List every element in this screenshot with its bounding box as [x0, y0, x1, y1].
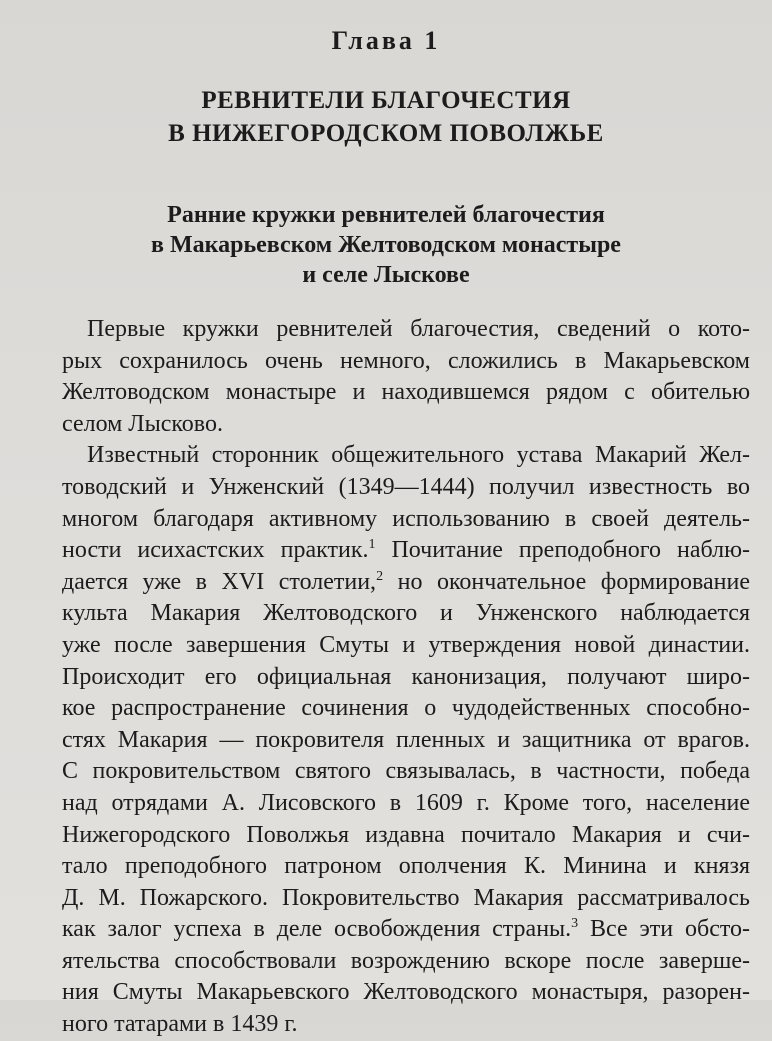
text-line-with-footnote: [62, 567, 750, 599]
section-title-line: Ранние кружки ревнителей благочестия: [167, 202, 605, 228]
text-line: тало преподобного патроном ополчения К. Минина и князя: [62, 853, 750, 880]
text-line: стях Макария — покровителя пленных и защитника от врагов.: [62, 726, 750, 753]
text-line: кое распространение сочинения о чудодейственных способно-: [62, 695, 750, 722]
footnote-marker[interactable]: 3: [571, 916, 579, 932]
body-text: [62, 314, 750, 1041]
text-line: многом благодаря активному использованию в своей деятель-: [62, 505, 750, 532]
text-segment: Почитание преподобного наблю-: [375, 537, 750, 564]
section-title: [0, 200, 772, 290]
text-line: уже после завершения Смуты и утверждения новой династии.: [62, 631, 750, 658]
text-line: С покровительством святого связывалась, в частности, победа: [62, 758, 750, 785]
section-title-line: в Макарьевском Желтоводском монастыре: [151, 232, 621, 258]
text-line: над отрядами А. Лисовского в 1609 г. Кроме того, население: [62, 789, 750, 816]
text-line: ного татарами в 1439 г.: [62, 1011, 298, 1038]
chapter-title-line: В НИЖЕГОРОДСКОМ ПОВОЛЖЬЕ: [168, 120, 604, 147]
text-segment: Все эти обсто-: [578, 916, 751, 943]
text-line: селом Лысково.: [62, 410, 223, 437]
section-title-line: и селе Лыскове: [302, 262, 470, 288]
text-line: Желтоводском монастыре и находившемся рядом с обителью: [62, 379, 750, 406]
text-line: культа Макария Желтоводского и Унженского наблюдается: [62, 600, 750, 627]
text-segment: дается уже в XVI столетии,: [62, 568, 377, 595]
footnote-marker[interactable]: 1: [368, 537, 376, 553]
footnote-marker[interactable]: 2: [376, 568, 384, 584]
chapter-label: Глава 1: [331, 26, 441, 55]
text-segment: ности исихастских практик.: [62, 537, 369, 564]
text-line-with-footnote: [62, 535, 750, 567]
text-segment: но окончательное формирование: [383, 568, 750, 595]
text-line: Нижегородского Поволжья издавна почитало Макария и счи-: [62, 821, 750, 848]
text-line: рых сохранилось очень немного, сложились в Макарьевском: [62, 347, 750, 374]
chapter-title-line: РЕВНИТЕЛИ БЛАГОЧЕСТИЯ: [201, 87, 571, 114]
text-line-with-footnote: [62, 914, 750, 946]
text-line: Происходит его официальная канонизация, получают широ-: [62, 663, 750, 690]
text-line: Известный сторонник общежительного устава Макарий Жел-: [87, 442, 750, 469]
text-line: Д. М. Пожарского. Покровительство Макария рассматривалось: [62, 884, 750, 911]
chapter-title: [0, 84, 772, 150]
text-segment: как залог успеха в деле освобождения страны.: [62, 916, 572, 943]
text-line: ния Смуты Макарьевского Желтоводского монастыря, разорен-: [62, 979, 750, 1006]
text-line: товодский и Унженский (1349—1444) получил известность во: [62, 473, 750, 500]
text-line: ятельства способствовали возрождению вскоре после заверше-: [62, 947, 750, 974]
text-line: Первые кружки ревнителей благочестия, сведений о кото-: [87, 316, 750, 342]
